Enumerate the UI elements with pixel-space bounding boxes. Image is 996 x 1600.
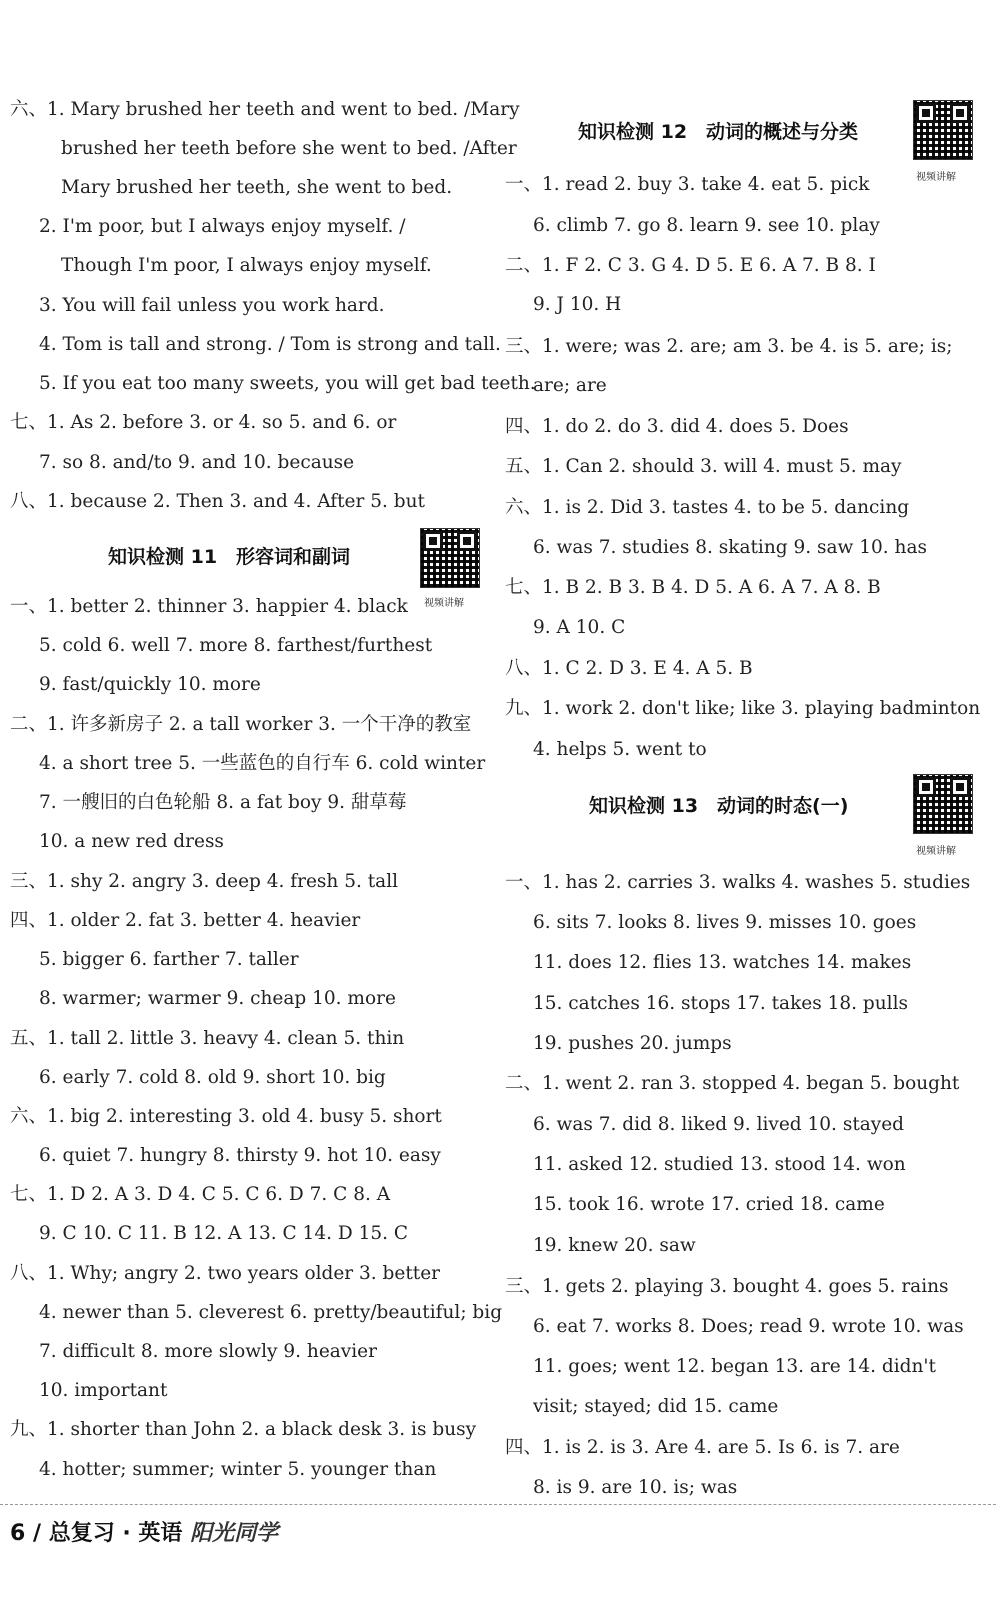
answer-line: 5. If you eat too many sweets, you will get bad teeth. [39,373,536,394]
answer-line: 6. sits 7. looks 8. lives 9. misses 10. goes [533,912,917,933]
answer-line: 六、1. Mary brushed her teeth and went to bed. /Mary [10,99,520,120]
answer-line: 三、1. gets 2. playing 3. bought 4. goes 5. rains [505,1276,949,1297]
answer-line: 五、1. Can 2. should 3. will 4. must 5. may [505,456,902,477]
answer-line: 八、1. C 2. D 3. E 4. A 5. B [505,658,753,679]
answer-line: 七、1. As 2. before 3. or 4. so 5. and 6. or [10,412,397,433]
answer-line: 5. bigger 6. farther 7. taller [39,949,299,970]
answer-line: 七、1. B 2. B 3. B 4. D 5. A 6. A 7. A 8. B [505,577,881,598]
answer-line: are; are [533,375,607,396]
answer-line: 三、1. shy 2. angry 3. deep 4. fresh 5. tall [10,871,399,892]
answer-line: 二、1. 许多新房子 2. a tall worker 3. 一个干净的教室 [10,714,472,735]
qr-label: 视频讲解 [916,172,956,183]
answer-line: 6. eat 7. works 8. Does; read 9. wrote 10. was [533,1316,964,1337]
answer-line: 6. quiet 7. hungry 8. thirsty 9. hot 10. easy [39,1145,441,1166]
answer-line: Though I'm poor, I always enjoy myself. [61,255,432,276]
answer-line: 6. climb 7. go 8. learn 9. see 10. play [533,215,880,236]
answer-line: 四、1. is 2. is 3. Are 4. are 5. Is 6. is 7. are [505,1437,900,1458]
answer-line: 15. took 16. wrote 17. cried 18. came [533,1194,885,1215]
answer-line: 九、1. work 2. don't like; like 3. playing badminton [505,698,981,719]
answer-line: 四、1. do 2. do 3. did 4. does 5. Does [505,416,849,437]
answer-line: 10. important [39,1380,168,1401]
qr-label: 视频讲解 [916,846,956,857]
answer-line: 4. hotter; summer; winter 5. younger than [39,1459,437,1480]
answer-line: 19. pushes 20. jumps [533,1033,732,1054]
answer-line: 八、1. because 2. Then 3. and 4. After 5. but [10,491,425,512]
answer-line: 三、1. were; was 2. are; am 3. be 4. is 5. are; is; [505,336,953,357]
answer-line: 4. a short tree 5. 一些蓝色的自行车 6. cold winter [39,753,486,774]
answer-line: 9. C 10. C 11. B 12. A 13. C 14. D 15. C [39,1223,409,1244]
section-title: 知识检测 12 动词的概述与分类 [578,121,859,143]
answer-line: 10. a new red dress [39,831,224,852]
answer-line: 九、1. shorter than John 2. a black desk 3. is busy [10,1419,477,1440]
answer-line: 一、1. read 2. buy 3. take 4. eat 5. pick [505,174,870,195]
answer-line: 9. fast/quickly 10. more [39,674,261,695]
footer-divider [0,1504,996,1505]
answer-line: 6. early 7. cold 8. old 9. short 10. big [39,1067,386,1088]
answer-line: Mary brushed her teeth, she went to bed. [61,177,453,198]
section-title: 知识检测 13 动词的时态(一) [589,795,849,817]
answer-line: 4. helps 5. went to [533,739,707,760]
answer-line: 11. asked 12. studied 13. stood 14. won [533,1154,906,1175]
answer-line: 二、1. went 2. ran 3. stopped 4. began 5. bought [505,1073,960,1094]
answer-line: 11. does 12. flies 13. watches 14. makes [533,952,912,973]
answer-line: 六、1. big 2. interesting 3. old 4. busy 5. short [10,1106,442,1127]
answer-line: 2. I'm poor, but I always enjoy myself. / [39,216,406,237]
answer-line: 15. catches 16. stops 17. takes 18. pulls [533,993,908,1014]
answer-line: visit; stayed; did 15. came [533,1396,779,1417]
answer-line: 四、1. older 2. fat 3. better 4. heavier [10,910,361,931]
qr-code-icon[interactable] [913,100,973,160]
answer-line: 7. so 8. and/to 9. and 10. because [39,452,355,473]
page-number: 6 [10,1521,26,1546]
answer-line: 11. goes; went 12. began 13. are 14. didn't [533,1356,936,1377]
qr-label: 视频讲解 [424,598,464,609]
section-title: 知识检测 11 形容词和副词 [108,546,351,568]
footer-title: 总复习 · 英语 [48,1521,183,1546]
answer-line: 六、1. is 2. Did 3. tastes 4. to be 5. dancing [505,497,910,518]
answer-line: 二、1. F 2. C 3. G 4. D 5. E 6. A 7. B 8. I [505,255,876,276]
answer-line: 19. knew 20. saw [533,1235,696,1256]
page-footer [10,1516,278,1547]
answer-line: 八、1. Why; angry 2. two years older 3. better [10,1263,441,1284]
answer-line: 一、1. has 2. carries 3. walks 4. washes 5. studies [505,872,971,893]
answer-line: 8. is 9. are 10. is; was [533,1477,738,1498]
answer-line: 4. Tom is tall and strong. / Tom is strong and tall. [39,334,501,355]
answer-line: brushed her teeth before she went to bed. /After [61,138,517,159]
answer-line: 9. A 10. C [533,617,626,638]
answer-line: 6. was 7. did 8. liked 9. lived 10. stayed [533,1114,905,1135]
qr-code-icon[interactable] [420,528,480,588]
answer-line: 五、1. tall 2. little 3. heavy 4. clean 5. thin [10,1028,405,1049]
answer-line: 一、1. better 2. thinner 3. happier 4. black [10,596,408,617]
answer-line: 9. J 10. H [533,294,622,315]
answer-line: 8. warmer; warmer 9. cheap 10. more [39,988,396,1009]
answer-line: 5. cold 6. well 7. more 8. farthest/furthest [39,635,433,656]
footer-separator: / [32,1521,42,1546]
answer-line: 6. was 7. studies 8. skating 9. saw 10. has [533,537,927,558]
answer-line: 7. 一艘旧的白色轮船 8. a fat boy 9. 甜草莓 [39,792,407,813]
answer-line: 7. difficult 8. more slowly 9. heavier [39,1341,377,1362]
qr-code-icon[interactable] [913,774,973,834]
answer-line: 七、1. D 2. A 3. D 4. C 5. C 6. D 7. C 8. A [10,1184,391,1205]
answer-line: 3. You will fail unless you work hard. [39,295,385,316]
answer-line: 4. newer than 5. cleverest 6. pretty/beautiful; big [39,1302,503,1323]
brand-logo: 阳光同学 [190,1520,279,1546]
